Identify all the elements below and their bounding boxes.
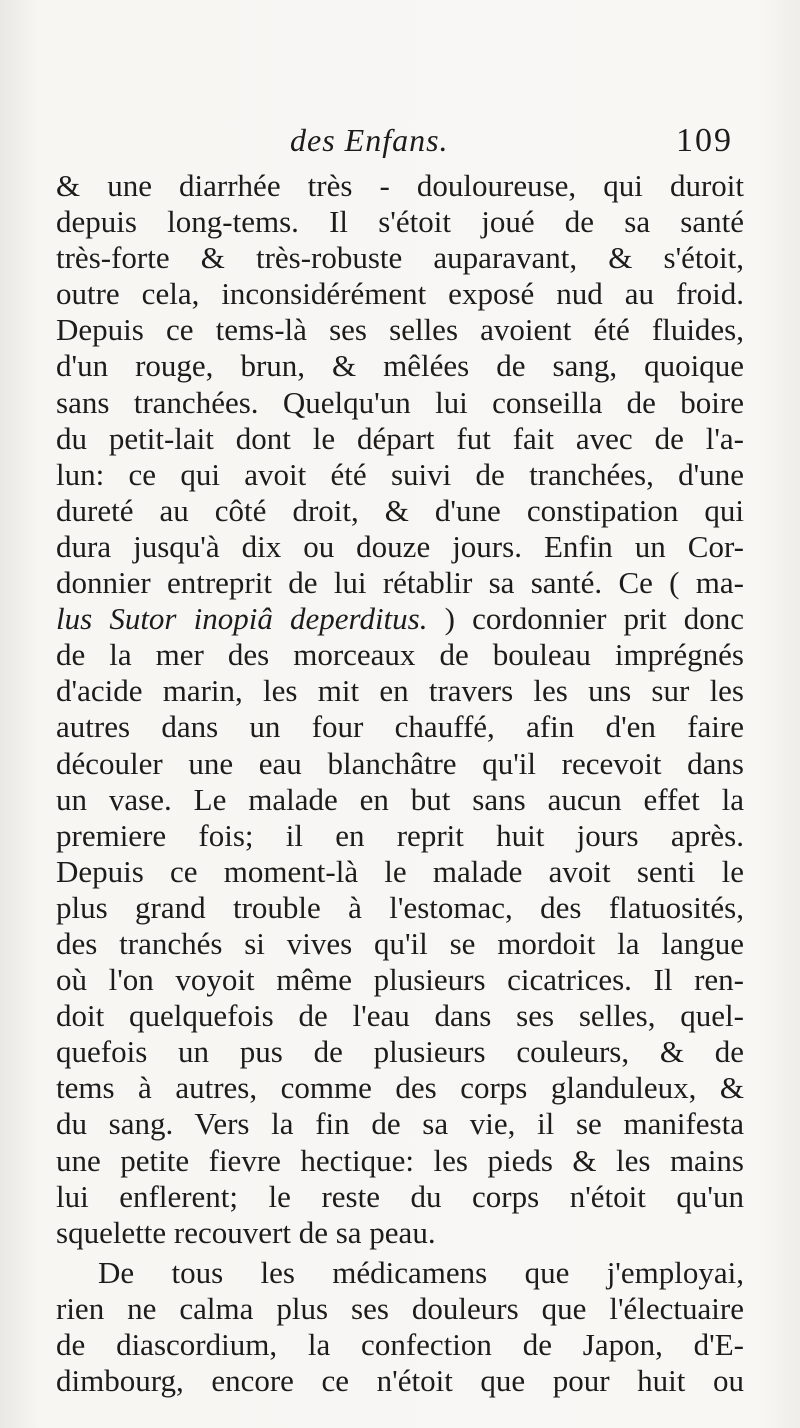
text-line: de la mer des morceaux de bouleau imprégnés	[56, 637, 744, 673]
text-line: tems à autres, comme des corps glanduleux, &	[56, 1070, 744, 1106]
text-line: dureté au côté droit, & d'une constipation qui	[56, 492, 744, 528]
text-line: très-forte & très-robuste auparavant, & s'étoit,	[56, 240, 744, 276]
page-header	[0, 112, 800, 162]
text-line: outre cela, inconsidérément exposé nud au froid.	[56, 276, 744, 312]
text-line: du sang. Vers la fin de sa vie, il se manifesta	[56, 1106, 744, 1142]
body-text	[56, 168, 744, 1399]
text-line: de diascordium, la confection de Japon, d'E-	[56, 1327, 744, 1362]
text-line: De tous les médicamens que j'employai,	[98, 1254, 744, 1290]
text-line: plus grand trouble à l'estomac, des flatuosités,	[56, 889, 744, 925]
text-line: rien ne calma plus ses douleurs que l'électuaire	[56, 1290, 744, 1326]
text-line: squelette recouvert de sa peau.	[56, 1214, 436, 1250]
text-line: sans tranchées. Quelqu'un lui conseilla de boire	[56, 384, 744, 420]
text-line: du petit-lait dont le départ fut fait avec de l'a-	[56, 420, 744, 456]
text-line: dimbourg, encore ce n'étoit que pour huit ou	[56, 1363, 744, 1399]
text-line: doit quelquefois de l'eau dans ses selles, quel-	[56, 998, 744, 1034]
text-line-italic-mixed	[56, 601, 744, 637]
text-line: autres dans un four chauffé, afin d'en faire	[56, 709, 744, 745]
text-line: lun: ce qui avoit été suivi de tranchées, d'une	[56, 456, 744, 492]
text-line: quefois un pus de plusieurs couleurs, & de	[56, 1034, 744, 1070]
latin-phrase: lus Sutor inopiâ deperditus.	[56, 601, 428, 637]
text-line: Depuis ce tems-là ses selles avoient été fluides,	[56, 312, 744, 348]
text-fragment: ) cordonnier prit donc	[444, 601, 745, 637]
text-line: & une diarrhée très - douloureuse, qui duroit	[56, 168, 744, 203]
text-line: d'acide marin, les mit en travers les uns sur les	[56, 673, 744, 709]
text-line: Depuis ce moment-là le malade avoit senti le	[56, 853, 744, 889]
text-line: lui enflerent; le reste du corps n'étoit qu'un	[56, 1178, 744, 1214]
text-line: découler une eau blanchâtre qu'il recevoit dans	[56, 745, 744, 781]
text-line: des tranchés si vives qu'il se mordoit la langue	[56, 925, 744, 961]
text-line: une petite fievre hectique: les pieds & les mains	[56, 1142, 744, 1178]
text-line: depuis long-tems. Il s'étoit joué de sa santé	[56, 204, 744, 240]
page-number: 109	[676, 122, 733, 159]
text-line: premiere fois; il en reprit huit jours après.	[56, 817, 744, 853]
text-line: un vase. Le malade en but sans aucun effet la	[56, 781, 744, 817]
text-line: donnier entreprit de lui rétablir sa santé. Ce ( ma-	[56, 565, 744, 601]
running-title: des Enfans.	[290, 122, 449, 158]
text-line: où l'on voyoit même plusieurs cicatrices. Il ren-	[56, 962, 744, 998]
text-line: dura jusqu'à dix ou douze jours. Enfin un Cor-	[56, 528, 744, 564]
text-line: d'un rouge, brun, & mêlées de sang, quoique	[56, 348, 744, 384]
